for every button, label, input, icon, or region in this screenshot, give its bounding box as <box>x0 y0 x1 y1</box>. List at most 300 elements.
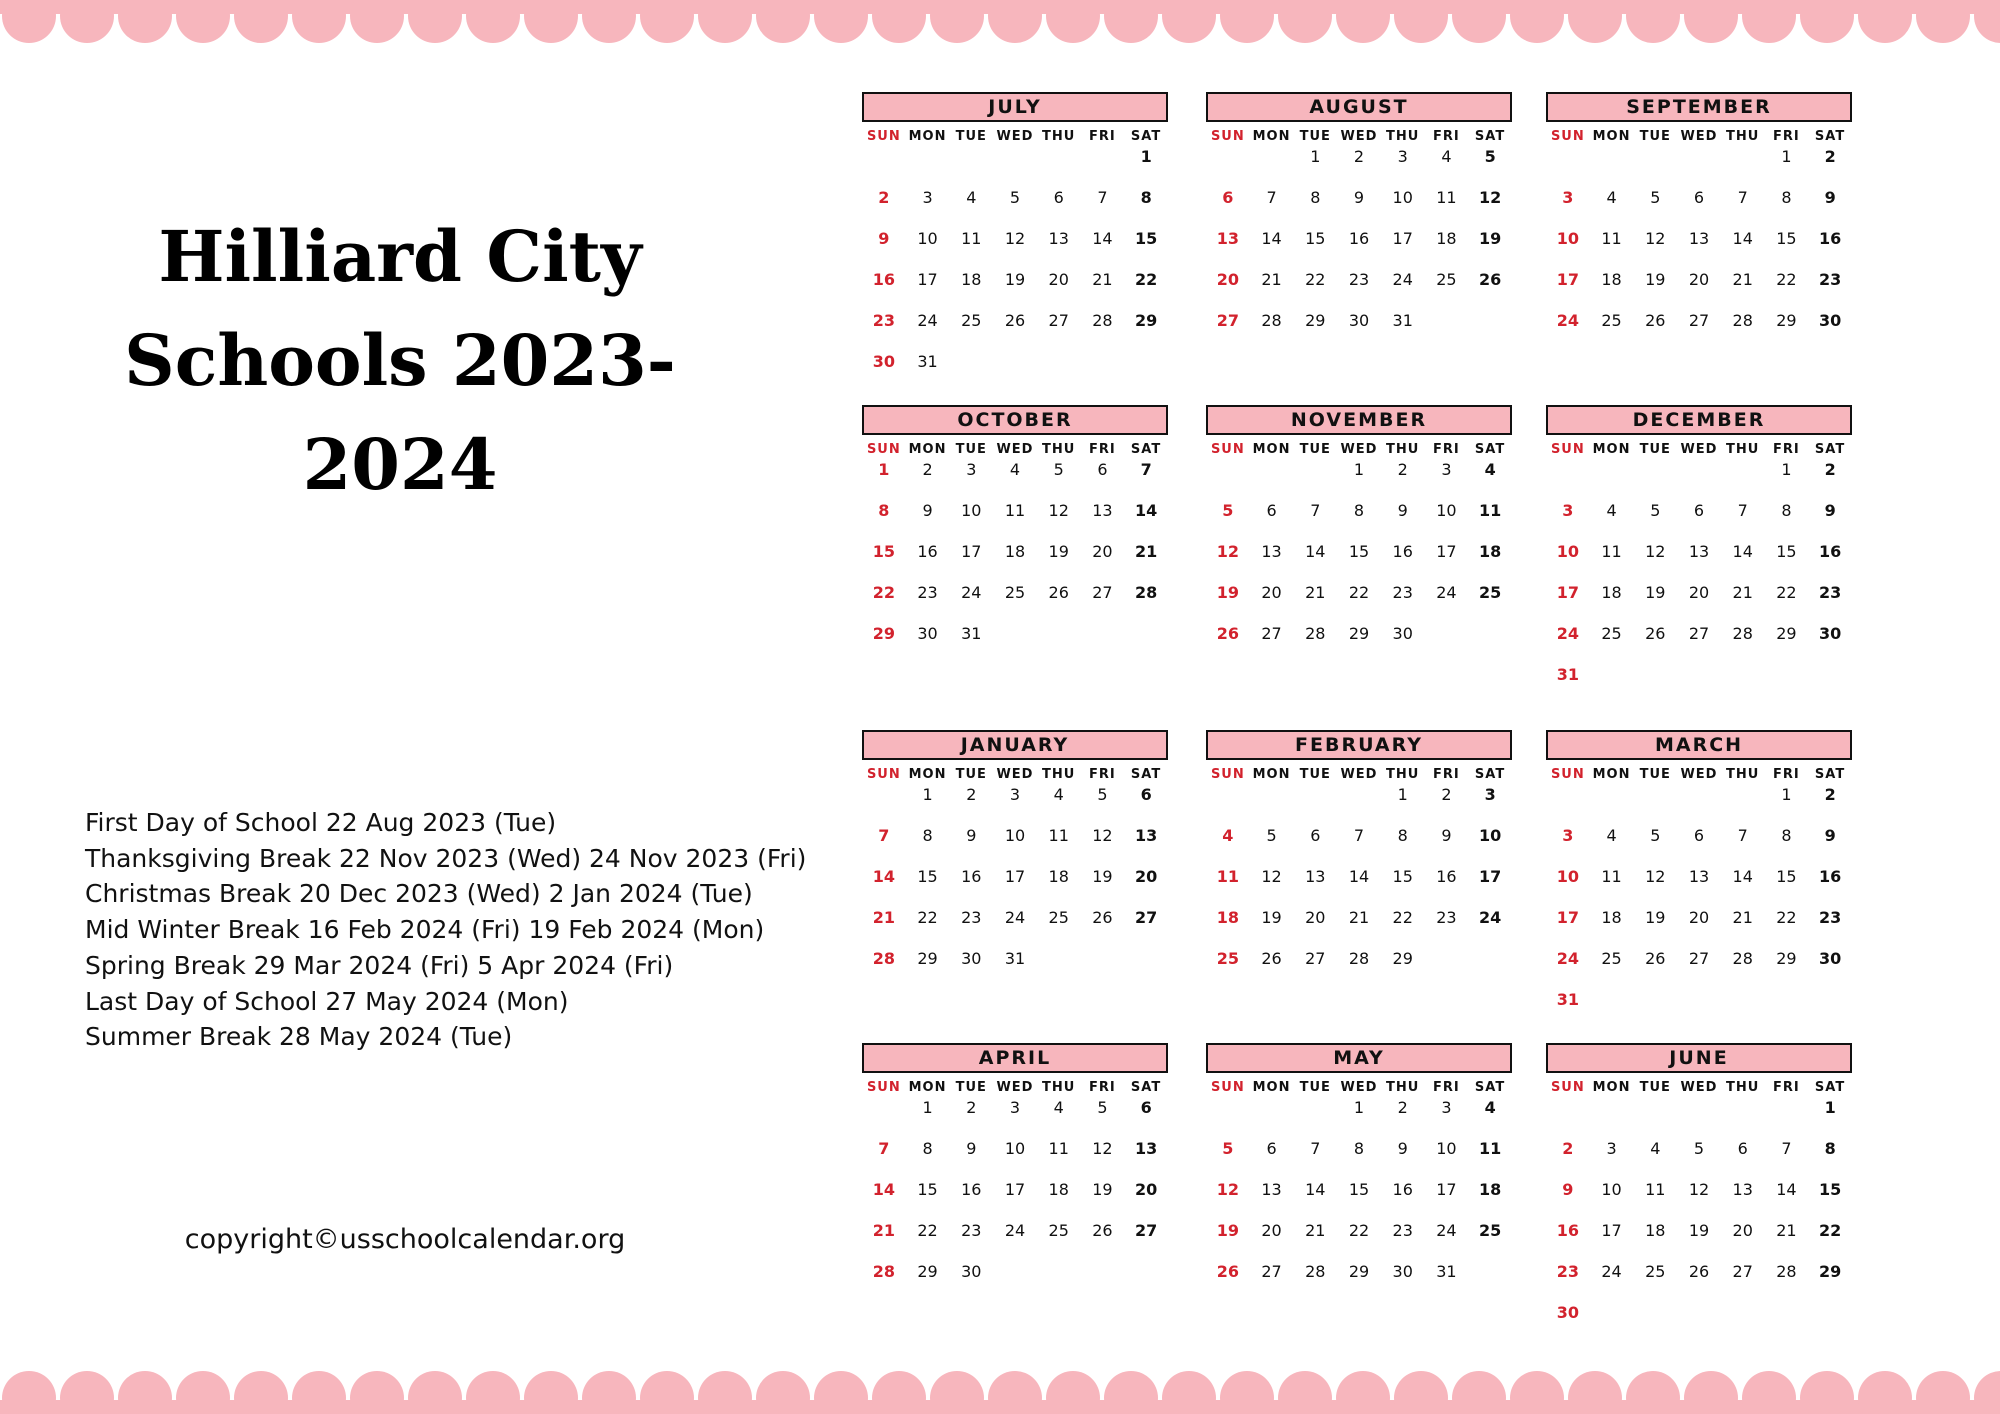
day-cell: 11 <box>1645 1180 1666 1199</box>
day-cell: 14 <box>1732 867 1753 886</box>
day-cell: 3 <box>922 188 933 207</box>
day-cell: 9 <box>1824 188 1836 207</box>
day-cell: 21 <box>1732 270 1753 289</box>
day-cell: 22 <box>1135 270 1158 289</box>
day-cell: 11 <box>1601 229 1622 248</box>
weekday-label-tue: TUE <box>955 1080 987 1095</box>
day-cell: 21 <box>1732 908 1753 927</box>
weekday-label-fri: FRI <box>1773 1080 1800 1095</box>
day-cell: 25 <box>1216 949 1239 968</box>
day-empty <box>862 783 906 824</box>
days-grid <box>1546 145 1852 350</box>
day-cell: 27 <box>1305 949 1326 968</box>
day-cell: 16 <box>1392 1180 1413 1199</box>
month-header <box>1546 92 1852 122</box>
day-cell: 13 <box>1732 1180 1753 1199</box>
day-cell: 30 <box>1819 624 1842 643</box>
month-name: MAY <box>1333 1047 1385 1069</box>
month-name: DECEMBER <box>1632 409 1766 431</box>
day-cell: 26 <box>1688 1262 1710 1281</box>
weekday-label-mon: MON <box>1252 1080 1291 1095</box>
day-cell: 26 <box>1645 311 1666 330</box>
day-cell: 20 <box>1688 270 1710 289</box>
day-cell: 13 <box>1135 1139 1158 1158</box>
weekday-label-thu: THU <box>1386 442 1420 457</box>
month-name: JANUARY <box>960 734 1070 756</box>
scallop-bump <box>60 1371 114 1414</box>
day-cell: 5 <box>1650 826 1661 845</box>
day-cell: 10 <box>917 229 938 248</box>
day-cell: 30 <box>1348 311 1370 330</box>
scallop-bump <box>1510 0 1564 43</box>
day-cell: 24 <box>1601 1262 1622 1281</box>
weekday-header-row <box>1206 766 1512 783</box>
day-cell: 29 <box>1135 311 1158 330</box>
month-calendar <box>1546 1043 1852 1342</box>
weekday-label-sun: SUN <box>1550 1080 1585 1095</box>
weekday-label-thu: THU <box>1042 1080 1076 1095</box>
day-cell: 24 <box>1479 908 1502 927</box>
month-name: JULY <box>988 96 1042 118</box>
day-cell: 10 <box>1436 501 1457 520</box>
weekday-label-sat: SAT <box>1474 129 1506 144</box>
day-cell: 26 <box>1092 1221 1113 1240</box>
day-cell: 16 <box>1392 542 1413 561</box>
title-line: Schools 2023- <box>124 319 676 402</box>
day-cell: 16 <box>961 1180 982 1199</box>
day-cell: 3 <box>1562 501 1574 520</box>
day-cell: 22 <box>1819 1221 1842 1240</box>
day-cell: 7 <box>1781 1139 1792 1158</box>
day-cell: 2 <box>1562 1139 1574 1158</box>
day-cell: 31 <box>1392 311 1413 330</box>
day-cell: 1 <box>1353 1098 1365 1117</box>
weekday-label-mon: MON <box>908 767 947 782</box>
day-cell: 15 <box>1776 542 1797 561</box>
day-cell: 12 <box>1092 826 1113 845</box>
day-cell: 9 <box>1441 826 1452 845</box>
day-cell: 29 <box>1392 949 1413 968</box>
scallop-bump <box>1162 1371 1216 1414</box>
weekday-label-tue: TUE <box>1299 442 1331 457</box>
weekday-label-wed: WED <box>1340 129 1378 144</box>
day-cell: 14 <box>1776 1180 1797 1199</box>
day-cell: 12 <box>1216 1180 1239 1199</box>
weekday-label-sat: SAT <box>1814 767 1846 782</box>
day-cell: 27 <box>1688 311 1710 330</box>
day-cell: 11 <box>1479 501 1502 520</box>
day-cell: 3 <box>966 460 977 479</box>
day-cell: 16 <box>1348 229 1370 248</box>
scallop-bump <box>930 0 984 43</box>
day-cell: 2 <box>966 1098 977 1117</box>
day-cell: 28 <box>1776 1262 1797 1281</box>
day-cell: 4 <box>1484 460 1496 479</box>
weekday-label-wed: WED <box>996 129 1034 144</box>
day-cell: 22 <box>1392 908 1413 927</box>
scallop-bump <box>524 0 578 43</box>
day-cell: 26 <box>1261 949 1282 968</box>
day-empty <box>1677 458 1721 499</box>
weekday-label-mon: MON <box>1252 767 1291 782</box>
day-cell: 24 <box>917 311 938 330</box>
day-cell: 14 <box>1092 229 1113 248</box>
scallop-bump <box>1046 1371 1100 1414</box>
day-cell: 18 <box>1601 270 1622 289</box>
day-cell: 5 <box>1097 785 1108 804</box>
day-cell: 25 <box>1436 270 1457 289</box>
weekday-label-wed: WED <box>1680 767 1718 782</box>
day-cell: 10 <box>1601 1180 1622 1199</box>
weekday-label-sat: SAT <box>1814 1080 1846 1095</box>
weekday-label-sun: SUN <box>1550 442 1585 457</box>
day-cell: 14 <box>1348 867 1370 886</box>
day-empty <box>1633 1096 1677 1137</box>
day-cell: 23 <box>1819 583 1842 602</box>
day-cell: 17 <box>1556 583 1579 602</box>
day-cell: 23 <box>917 583 938 602</box>
day-cell: 4 <box>1606 826 1617 845</box>
day-cell: 3 <box>1397 147 1408 166</box>
days-grid <box>862 1096 1168 1301</box>
day-cell: 14 <box>1305 1180 1326 1199</box>
day-cell: 7 <box>1737 188 1748 207</box>
day-cell: 21 <box>1348 908 1370 927</box>
month-header <box>1206 1043 1512 1073</box>
day-cell: 8 <box>1353 1139 1365 1158</box>
day-empty <box>1206 145 1250 186</box>
scallop-bump <box>1626 0 1680 43</box>
scallop-bump <box>698 0 752 43</box>
day-cell: 12 <box>1645 867 1666 886</box>
day-cell: 29 <box>1305 311 1326 330</box>
weekday-label-thu: THU <box>1386 767 1420 782</box>
day-empty <box>1037 145 1081 186</box>
day-cell: 12 <box>1645 542 1666 561</box>
day-cell: 26 <box>1092 908 1113 927</box>
day-cell: 31 <box>1004 949 1026 968</box>
weekday-header-row <box>1206 1079 1512 1096</box>
day-cell: 28 <box>1135 583 1158 602</box>
day-cell: 19 <box>1216 1221 1239 1240</box>
day-cell: 17 <box>1436 1180 1457 1199</box>
day-cell: 30 <box>1392 624 1413 643</box>
day-cell: 25 <box>961 311 982 330</box>
day-cell: 18 <box>1479 542 1502 561</box>
day-cell: 22 <box>872 583 895 602</box>
day-cell: 16 <box>1819 867 1842 886</box>
month-calendar <box>1206 730 1512 988</box>
day-cell: 15 <box>1305 229 1326 248</box>
day-cell: 21 <box>1135 542 1158 561</box>
day-cell: 6 <box>1693 501 1705 520</box>
day-cell: 28 <box>872 1262 895 1281</box>
day-cell: 9 <box>1397 1139 1408 1158</box>
day-empty <box>1293 1096 1337 1137</box>
day-cell: 24 <box>1436 1221 1457 1240</box>
day-cell: 8 <box>1781 826 1792 845</box>
weekday-header-row <box>862 766 1168 783</box>
day-cell: 11 <box>1048 826 1069 845</box>
day-cell: 27 <box>1261 624 1282 643</box>
day-cell: 5 <box>1097 1098 1108 1117</box>
day-cell: 19 <box>1645 908 1666 927</box>
day-empty <box>1590 1096 1634 1137</box>
day-cell: 30 <box>872 352 895 371</box>
day-cell: 9 <box>966 1139 977 1158</box>
day-cell: 22 <box>1776 908 1797 927</box>
day-cell: 14 <box>1135 501 1158 520</box>
day-cell: 13 <box>1688 542 1710 561</box>
day-cell: 3 <box>1009 785 1021 804</box>
day-empty <box>1677 145 1721 186</box>
day-cell: 1 <box>922 785 933 804</box>
day-cell: 28 <box>1732 949 1753 968</box>
scallop-bump <box>582 1371 636 1414</box>
weekday-header-row <box>862 441 1168 458</box>
day-cell: 21 <box>1305 583 1326 602</box>
day-cell: 25 <box>1004 583 1026 602</box>
month-name: AUGUST <box>1309 96 1409 118</box>
scallop-bump <box>176 1371 230 1414</box>
day-cell: 22 <box>1348 583 1370 602</box>
day-cell: 15 <box>1819 1180 1842 1199</box>
day-cell: 11 <box>1004 501 1026 520</box>
day-cell: 30 <box>961 1262 982 1281</box>
weekday-label-sun: SUN <box>1210 767 1245 782</box>
day-empty <box>1546 458 1590 499</box>
day-empty <box>1721 458 1765 499</box>
day-cell: 16 <box>1556 1221 1579 1240</box>
event-item: Thanksgiving Break 22 Nov 2023 (Wed) 24 Nov 2023 (Fri) <box>85 843 807 873</box>
day-cell: 20 <box>1048 270 1069 289</box>
day-cell: 23 <box>1348 270 1370 289</box>
day-cell: 20 <box>1092 542 1113 561</box>
day-cell: 27 <box>1048 311 1069 330</box>
day-cell: 23 <box>1436 908 1457 927</box>
weekday-header-row <box>1546 441 1852 458</box>
day-cell: 18 <box>1048 867 1069 886</box>
scallop-bump <box>1336 1371 1390 1414</box>
day-cell: 25 <box>1601 949 1622 968</box>
scallop-bump <box>582 0 636 43</box>
day-cell: 28 <box>1305 624 1326 643</box>
day-cell: 16 <box>961 867 982 886</box>
weekday-label-tue: TUE <box>1299 129 1331 144</box>
weekday-label-fri: FRI <box>1773 442 1800 457</box>
day-cell: 11 <box>1436 188 1457 207</box>
day-empty <box>1633 783 1677 824</box>
day-cell: 10 <box>1556 229 1579 248</box>
day-cell: 8 <box>1310 188 1321 207</box>
day-cell: 30 <box>1392 1262 1413 1281</box>
scallop-bump <box>1510 1371 1564 1414</box>
month-header <box>862 730 1168 760</box>
weekday-label-sat: SAT <box>1130 767 1162 782</box>
day-cell: 24 <box>1556 311 1579 330</box>
day-cell: 11 <box>961 229 982 248</box>
day-empty <box>1250 145 1294 186</box>
day-empty <box>993 145 1037 186</box>
weekday-label-thu: THU <box>1726 129 1760 144</box>
day-cell: 19 <box>1092 867 1113 886</box>
day-cell: 2 <box>1824 785 1836 804</box>
day-empty <box>1633 458 1677 499</box>
day-cell: 5 <box>1222 1139 1234 1158</box>
day-cell: 30 <box>1819 949 1842 968</box>
weekday-label-sat: SAT <box>1130 442 1162 457</box>
day-cell: 13 <box>1048 229 1069 248</box>
day-empty <box>1293 458 1337 499</box>
weekday-label-mon: MON <box>1592 1080 1631 1095</box>
day-cell: 25 <box>1479 1221 1502 1240</box>
title-line: Hilliard City <box>158 215 642 298</box>
day-cell: 22 <box>1305 270 1326 289</box>
day-cell: 3 <box>1562 826 1574 845</box>
day-cell: 13 <box>1092 501 1113 520</box>
scallop-bump <box>1568 0 1622 43</box>
day-cell: 24 <box>1556 624 1579 643</box>
day-cell: 1 <box>1781 785 1792 804</box>
month-header <box>1206 405 1512 435</box>
day-cell: 23 <box>1392 583 1413 602</box>
weekday-label-fri: FRI <box>1089 767 1116 782</box>
day-cell: 8 <box>1781 501 1792 520</box>
day-cell: 21 <box>872 1221 895 1240</box>
day-cell: 4 <box>1484 1098 1496 1117</box>
day-cell: 7 <box>1140 460 1152 479</box>
day-cell: 3 <box>1606 1139 1617 1158</box>
weekday-label-thu: THU <box>1386 1080 1420 1095</box>
day-cell: 19 <box>1004 270 1026 289</box>
days-grid <box>1546 458 1852 704</box>
scallop-bump <box>1800 1371 1854 1414</box>
day-cell: 12 <box>1261 867 1282 886</box>
day-cell: 14 <box>1732 542 1753 561</box>
weekday-label-tue: TUE <box>1639 129 1671 144</box>
day-empty <box>1677 783 1721 824</box>
weekday-label-tue: TUE <box>1639 442 1671 457</box>
day-cell: 24 <box>1556 949 1579 968</box>
day-cell: 19 <box>1688 1221 1710 1240</box>
day-cell: 27 <box>1261 1262 1282 1281</box>
day-cell: 2 <box>878 188 890 207</box>
day-cell: 18 <box>1048 1180 1069 1199</box>
day-cell: 5 <box>1650 501 1661 520</box>
day-cell: 1 <box>922 1098 933 1117</box>
day-cell: 17 <box>1601 1221 1622 1240</box>
month-calendar <box>1546 92 1852 350</box>
scallop-bump <box>2 1371 56 1414</box>
event-item: Summer Break 28 May 2024 (Tue) <box>85 1022 513 1052</box>
day-cell: 18 <box>1479 1180 1502 1199</box>
day-cell: 23 <box>1819 908 1842 927</box>
month-calendar <box>862 405 1168 663</box>
day-cell: 31 <box>1556 990 1579 1009</box>
day-cell: 16 <box>1819 542 1842 561</box>
day-cell: 4 <box>1009 460 1021 479</box>
day-cell: 2 <box>922 460 933 479</box>
weekday-label-fri: FRI <box>1089 129 1116 144</box>
day-cell: 9 <box>1824 826 1836 845</box>
day-cell: 2 <box>966 785 977 804</box>
day-cell: 29 <box>917 1262 938 1281</box>
scallop-bump <box>350 0 404 43</box>
scallop-bump <box>1046 0 1100 43</box>
scallop-bump <box>1684 1371 1738 1414</box>
month-calendar <box>1206 1043 1512 1301</box>
day-empty <box>1546 783 1590 824</box>
day-cell: 22 <box>1348 1221 1370 1240</box>
day-cell: 17 <box>1436 542 1457 561</box>
day-cell: 13 <box>1305 867 1326 886</box>
scallop-bump <box>814 0 868 43</box>
scallop-bump <box>1742 0 1796 43</box>
weekday-label-sun: SUN <box>1210 129 1245 144</box>
day-cell: 22 <box>917 908 938 927</box>
day-cell: 7 <box>1097 188 1108 207</box>
day-cell: 29 <box>1776 949 1797 968</box>
scallop-bump <box>234 1371 288 1414</box>
day-cell: 10 <box>1556 867 1579 886</box>
day-cell: 27 <box>1135 908 1158 927</box>
weekday-label-mon: MON <box>1592 767 1631 782</box>
day-empty <box>1721 145 1765 186</box>
day-cell: 4 <box>1441 147 1452 166</box>
day-cell: 21 <box>1732 583 1753 602</box>
day-cell: 7 <box>878 826 890 845</box>
scallop-bump <box>234 0 288 43</box>
day-empty <box>1765 1096 1809 1137</box>
weekday-label-sat: SAT <box>1474 442 1506 457</box>
day-cell: 23 <box>1819 270 1842 289</box>
day-cell: 16 <box>917 542 938 561</box>
day-cell: 11 <box>1048 1139 1069 1158</box>
copyright-text: copyright©usschoolcalendar.org <box>184 1224 626 1255</box>
weekday-label-tue: TUE <box>1639 767 1671 782</box>
weekday-label-mon: MON <box>1252 442 1291 457</box>
weekday-label-sun: SUN <box>866 442 901 457</box>
day-cell: 23 <box>872 311 895 330</box>
day-cell: 18 <box>1645 1221 1666 1240</box>
day-cell: 5 <box>1484 147 1496 166</box>
day-cell: 3 <box>1562 188 1574 207</box>
day-cell: 8 <box>922 826 933 845</box>
day-cell: 31 <box>917 352 938 371</box>
day-cell: 1 <box>1781 460 1792 479</box>
day-cell: 30 <box>1819 311 1842 330</box>
day-cell: 17 <box>961 542 982 561</box>
day-cell: 11 <box>1479 1139 1502 1158</box>
scallop-bump <box>118 1371 172 1414</box>
day-cell: 6 <box>1222 188 1234 207</box>
day-cell: 1 <box>1353 460 1365 479</box>
day-empty <box>1721 1096 1765 1137</box>
day-cell: 26 <box>1645 624 1666 643</box>
day-cell: 9 <box>1397 501 1408 520</box>
day-cell: 22 <box>1776 583 1797 602</box>
day-cell: 5 <box>1222 501 1234 520</box>
scallop-bump <box>1220 1371 1274 1414</box>
day-cell: 29 <box>1819 1262 1842 1281</box>
scallop-bump <box>872 1371 926 1414</box>
month-calendar <box>1546 730 1852 1029</box>
day-cell: 11 <box>1601 867 1622 886</box>
weekday-label-wed: WED <box>1340 442 1378 457</box>
day-cell: 15 <box>872 542 895 561</box>
weekday-label-sat: SAT <box>1474 1080 1506 1095</box>
scallop-bump <box>1974 0 2000 43</box>
